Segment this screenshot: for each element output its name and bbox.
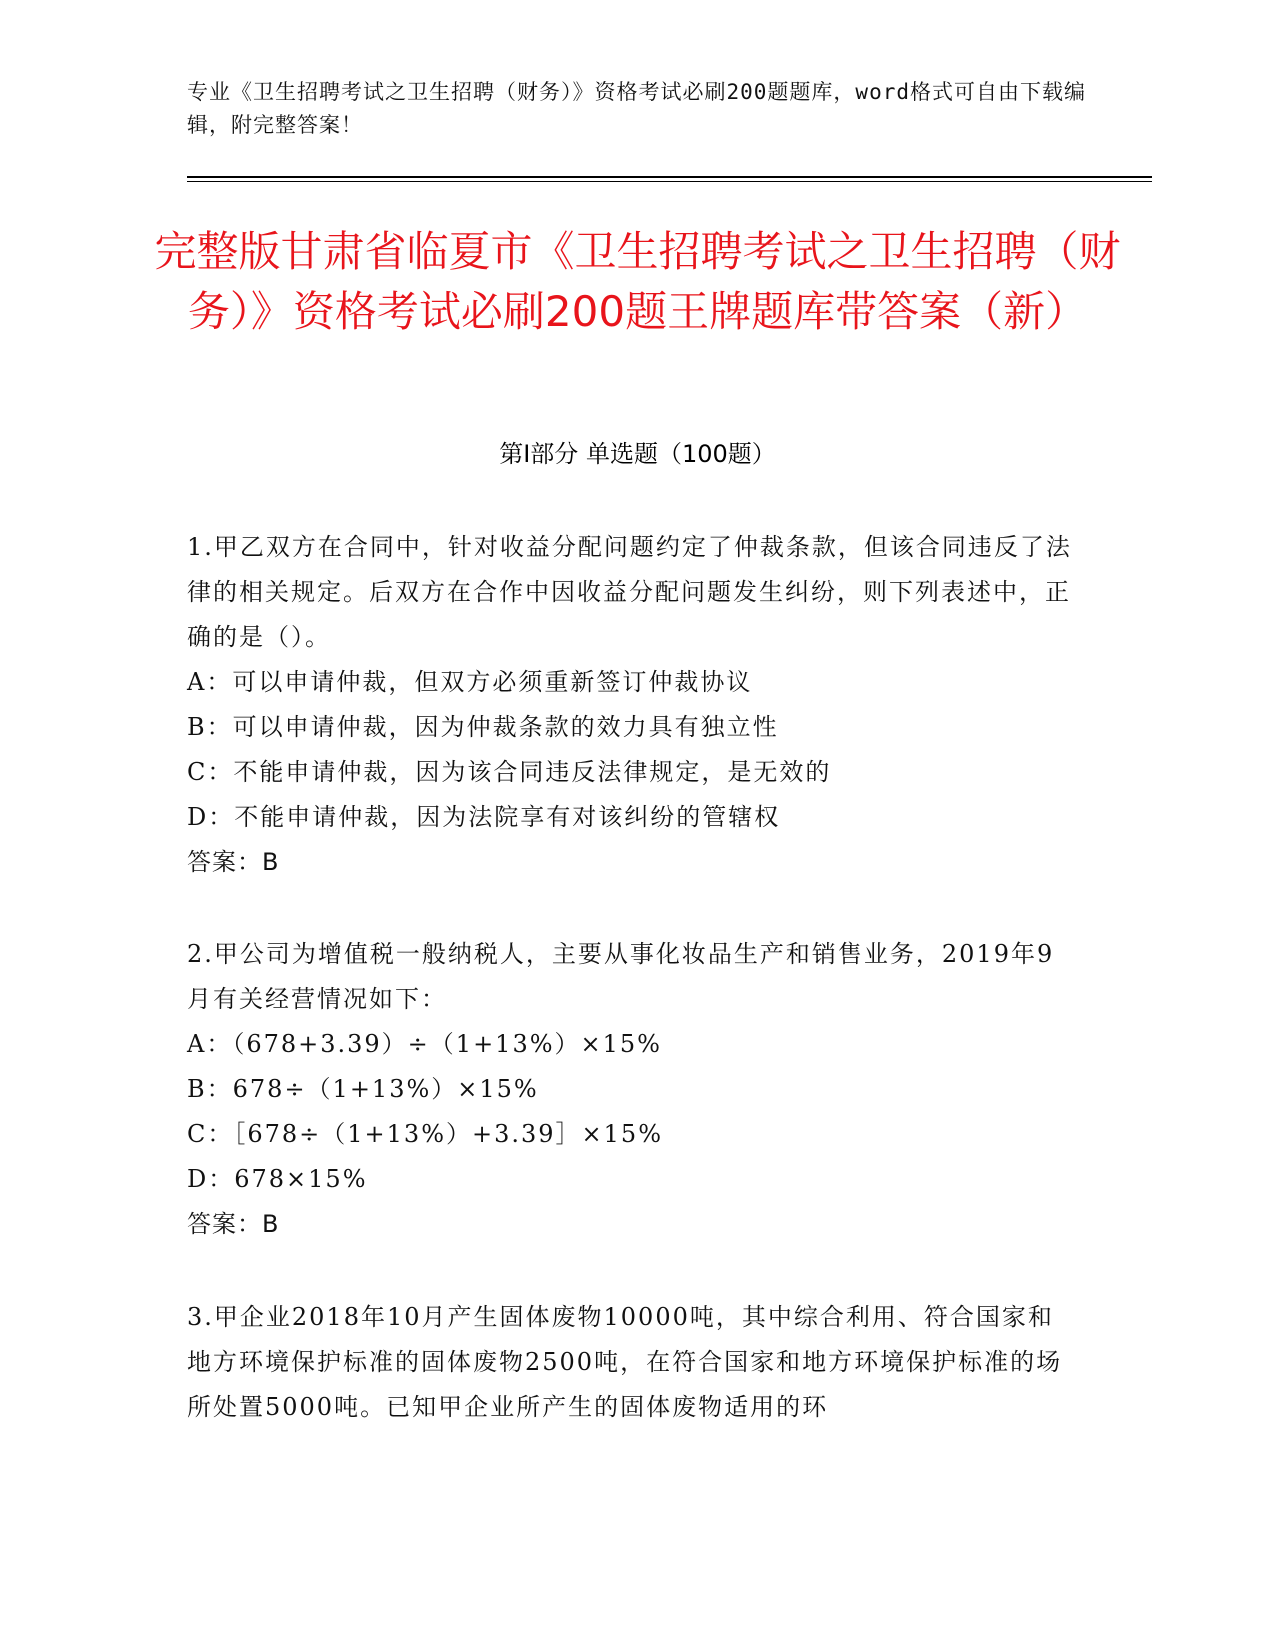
question-stem: 2.甲公司为增值税一般纳税人，主要从事化妆品生产和销售业务，2019年9月有关经营情况如下： [187, 940, 1055, 1013]
question-1 [187, 525, 1077, 885]
option-c: C：不能申请仲裁，因为该合同违反法律规定，是无效的 [187, 758, 832, 786]
option-a: A：（678+3.39）÷（1+13%）×15% [187, 1030, 662, 1058]
header-divider-thin [187, 181, 1152, 182]
option-b: B：可以申请仲裁，因为仲裁条款的效力具有独立性 [187, 713, 779, 741]
header-divider [187, 176, 1152, 178]
question-2 [187, 932, 1077, 1247]
option-d: D：678×15% [187, 1165, 368, 1193]
question-3 [187, 1295, 1077, 1430]
section-heading: 第Ⅰ部分 单选题（100题） [499, 440, 776, 468]
option-b: B：678÷（1+13%）×15% [187, 1075, 539, 1103]
header-note: 专业《卫生招聘考试之卫生招聘（财务）》资格考试必刷200题题库，word格式可自由下载编辑，附完整答案！ [187, 80, 1086, 137]
question-stem: 3.甲企业2018年10月产生固体废物10000吨，其中综合利用、符合国家和地方环境保护标准的固体废物2500吨，在符合国家和地方环境保护标准的场所处置5000吨。已知甲企业所产生的固体废物适用的环 [187, 1303, 1063, 1421]
question-stem: 1.甲乙双方在合同中，针对收益分配问题约定了仲裁条款，但该合同违反了法律的相关规定。后双方在合作中因收益分配问题发生纠纷，则下列表述中，正确的是（）。 [187, 533, 1072, 651]
option-a: A：可以申请仲裁，但双方必须重新签订仲裁协议 [187, 668, 753, 696]
option-d: D：不能申请仲裁，因为法院享有对该纠纷的管辖权 [187, 803, 781, 831]
answer: 答案：B [187, 848, 280, 876]
option-c: C：［678÷（1+13%）+3.39］×15% [187, 1120, 664, 1148]
answer: 答案：B [187, 1210, 280, 1238]
document-title: 完整版甘肃省临夏市《卫生招聘考试之卫生招聘（财务）》资格考试必刷200题王牌题库带答案（新） [154, 227, 1121, 336]
